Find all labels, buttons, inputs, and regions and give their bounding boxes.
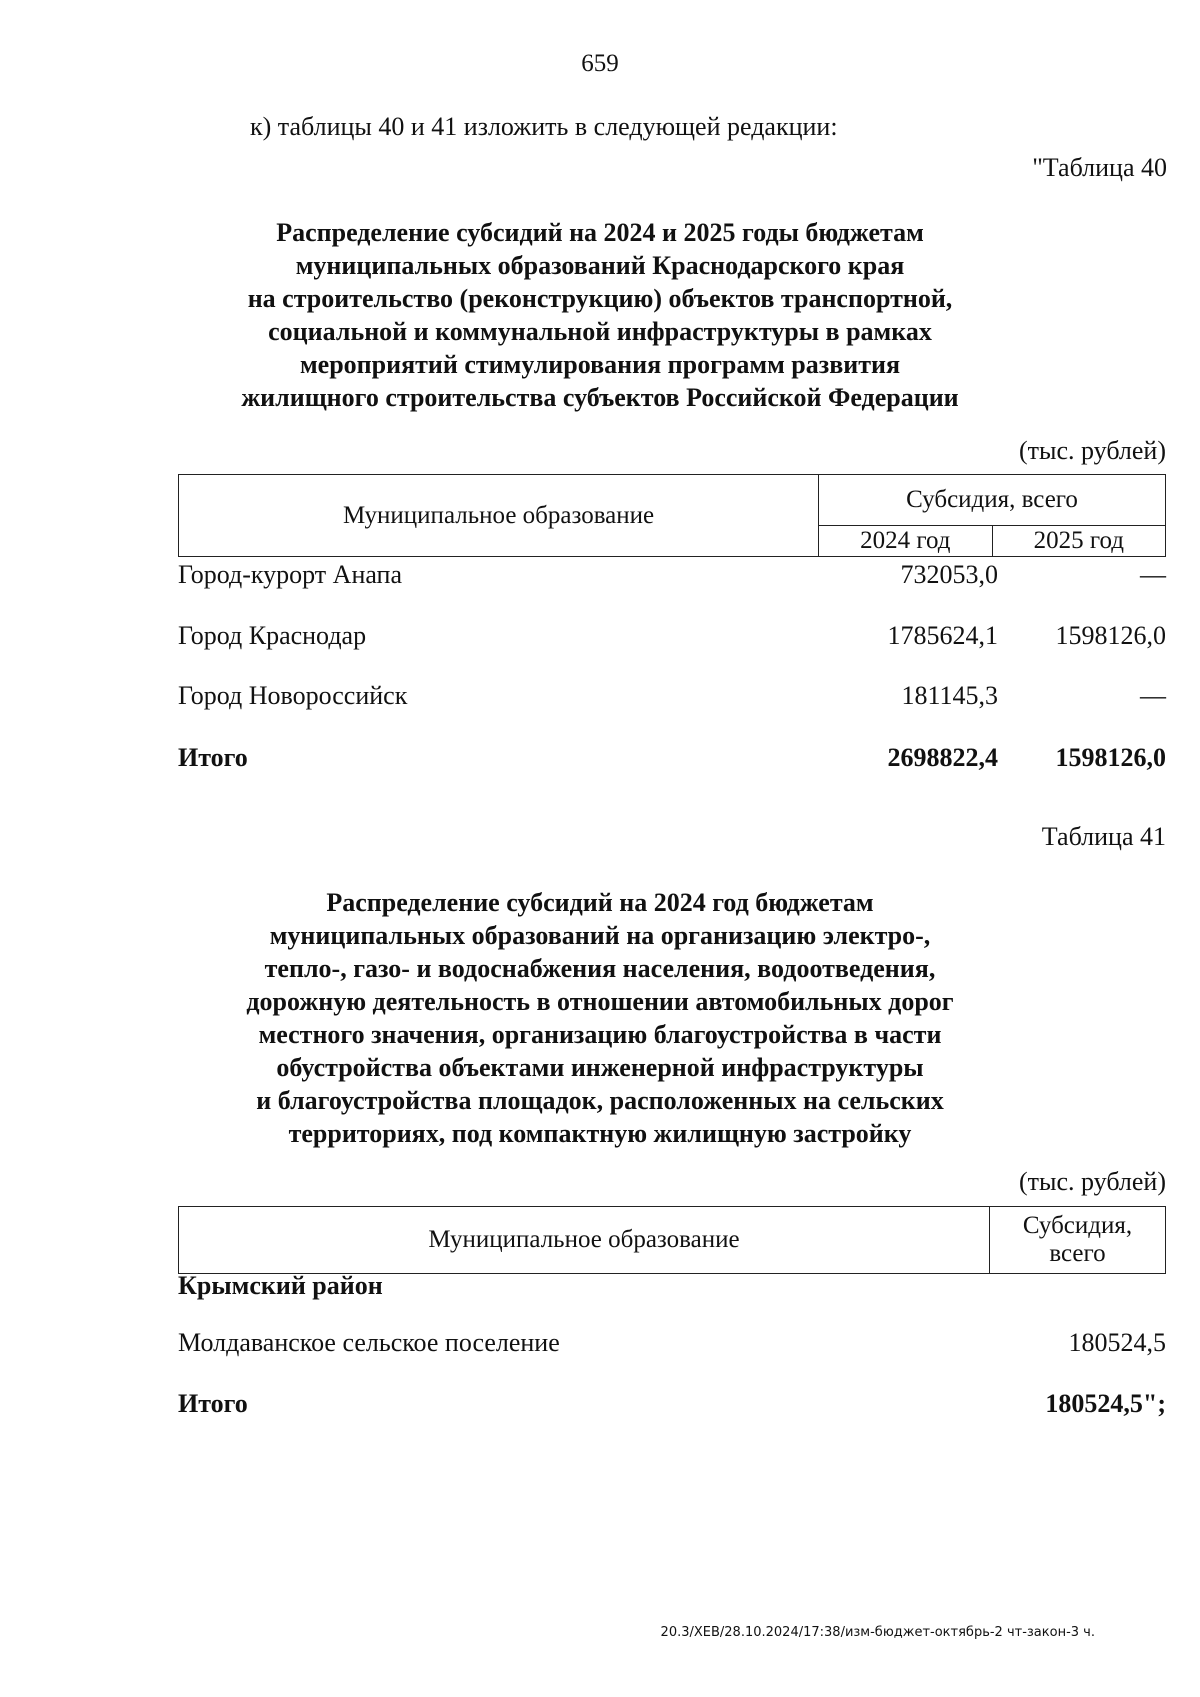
header-year-2024: 2024 год: [819, 526, 992, 557]
row-value-2025: 1598126,0: [1055, 621, 1166, 650]
row-name: Молдаванское сельское поселение: [178, 1328, 560, 1357]
title-line: жилищного строительства субъектов Российской Федерации: [241, 383, 959, 412]
table-total-row: [178, 743, 1166, 779]
table-row: [178, 560, 1166, 596]
page-number: 659: [581, 50, 619, 77]
title-line: и благоустройства площадок, расположенных на сельских: [256, 1086, 944, 1115]
total-label: Итого: [178, 743, 248, 772]
title-line: дорожную деятельность в отношении автомобильных дорог: [246, 987, 954, 1016]
row-value-2025: —: [1140, 560, 1166, 589]
table-row: [178, 681, 1166, 717]
title-line: социальной и коммунальной инфраструктуры в рамках: [268, 317, 932, 346]
table-40-ref: "Таблица 40: [1032, 153, 1167, 182]
title-line: местного значения, организацию благоустройства в части: [258, 1020, 942, 1049]
title-line: муниципальных образований на организацию электро-,: [269, 921, 931, 950]
row-name: Город-курорт Анапа: [178, 560, 403, 589]
header-subsidy-line2: всего: [1049, 1240, 1106, 1267]
header-subsidy-line1: Субсидия,: [1022, 1212, 1133, 1239]
table-41-header: [178, 1206, 1166, 1274]
title-line: мероприятий стимулирования программ развития: [299, 350, 901, 379]
header-year-2025: 2025 год: [992, 526, 1165, 557]
header-municipality: Муниципальное образование: [179, 1207, 990, 1274]
row-name: Город Новороссийск: [178, 681, 408, 710]
row-name: Город Краснодар: [178, 621, 367, 650]
table-40-title: [160, 216, 1040, 414]
title-line: Распределение субсидий на 2024 и 2025 годы бюджетам: [276, 218, 924, 247]
intro-text: к) таблицы 40 и 41 изложить в следующей редакции:: [250, 112, 838, 141]
row-value-2024: 1785624,1: [887, 621, 998, 650]
title-line: обустройства объектами инженерной инфраструктуры: [276, 1053, 924, 1082]
header-municipality: Муниципальное образование: [179, 475, 819, 557]
row-value: 180524,5: [1068, 1328, 1166, 1357]
row-value-2025: —: [1140, 681, 1166, 710]
table-row: [178, 1328, 1166, 1364]
header-subsidy-total: Субсидия, всего: [819, 475, 1166, 526]
table-group-row: [178, 1271, 1166, 1307]
document-footer: 20.3/ХЕВ/28.10.2024/17:38/изм-бюджет-октябрь-2 чт-закон-3 ч.: [660, 1625, 1095, 1640]
title-line: тепло-, газо- и водоснабжения населения, водоотведения,: [264, 954, 936, 983]
table-row: [178, 621, 1166, 657]
title-line: территориях, под компактную жилищную застройку: [288, 1119, 912, 1148]
total-value: 180524,5";: [1045, 1389, 1166, 1418]
total-value-2024: 2698822,4: [887, 743, 998, 772]
table-total-row: [178, 1389, 1166, 1425]
row-value-2024: 181145,3: [901, 681, 998, 710]
table-41-ref: Таблица 41: [1041, 822, 1166, 851]
table-41-units: (тыс. рублей): [1018, 1167, 1166, 1196]
title-line: Распределение субсидий на 2024 год бюджетам: [326, 888, 874, 917]
title-line: на строительство (реконструкцию) объектов транспортной,: [247, 284, 953, 313]
table-40-units: (тыс. рублей): [1018, 436, 1166, 465]
total-value-2025: 1598126,0: [1055, 743, 1166, 772]
table-41-title: [160, 886, 1040, 1150]
title-line: муниципальных образований Краснодарского края: [295, 251, 905, 280]
table-40-header: [178, 474, 1166, 557]
total-label: Итого: [178, 1389, 248, 1418]
row-value-2024: 732053,0: [900, 560, 998, 589]
group-name: Крымский район: [178, 1271, 383, 1300]
header-subsidy-total: [990, 1207, 1166, 1274]
